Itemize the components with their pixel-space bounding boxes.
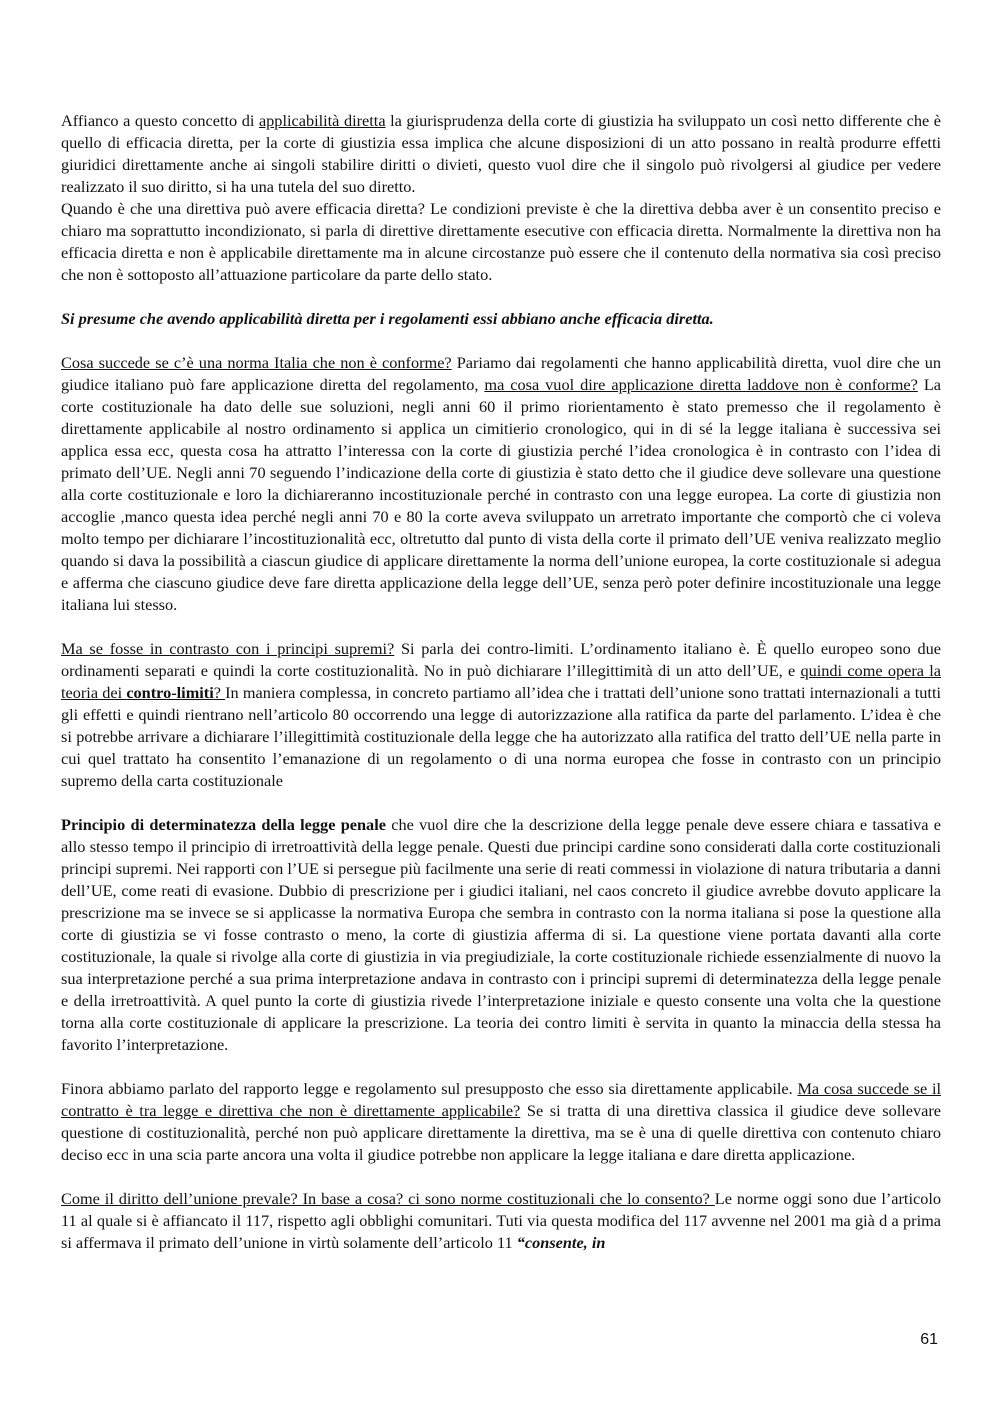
bold-statement: Si presume che avendo applicabilità diretta per i regolamenti essi abbiano anche efficacia diretta. (61, 309, 714, 328)
underlined-question: Ma se fosse in contrasto con i principi supremi? (61, 639, 395, 658)
bold-term: contro-limiti (126, 683, 214, 702)
paragraph-applicabilita-diretta (61, 110, 941, 198)
text: Si parla dei contro-limiti. L’ordinamento italiano è. È quello europeo sono due ordinamenti separati e quindi la corte costituzionalità. No in può dichiarare l’illegittimità di un atto dell’UE, e (61, 639, 941, 680)
underlined-term: applicabilità diretta (258, 111, 386, 130)
underlined-question: ? (213, 683, 226, 702)
page-number: 61 (920, 1331, 938, 1348)
text: la giurisprudenza della corte di giustizia ha sviluppato un così netto differente che è quello di efficacia diretta, per la corte di giustizia essa implica che alcune disposizioni di un atto possano in realtà produrre effetti giuridici direttamente anche ai singoli stabilire diritti o divieti, questo vuol dire che il singolo può rivolgersi al giudice per vedere realizzato il suo diritto, si ha una tutela del suo diretto. (61, 111, 942, 196)
underlined-question: Come il diritto dell’unione prevale? In base a cosa? ci sono norme costituzionali che lo consento? (61, 1189, 715, 1208)
text: Affianco a questo concetto di (61, 111, 259, 130)
paragraph-norma-non-conforme (61, 352, 941, 616)
paragraph-efficacia-diretta: Quando è che una direttiva può avere efficacia diretta? Le condizioni previste è che la direttiva debba aver è un consentito preciso e chiaro ma soprattutto incondizionato, si parla di direttive direttamente esecutive con efficacia diretta. Normalmente la direttiva non ha efficacia diretta e non è applicabile direttamente ma in alcune circostanze può essere che il contenuto della normativa sia così preciso che non è sottoposto all’attuazione particolare da parte dello stato. (61, 199, 941, 284)
paragraph-legge-direttiva (61, 1078, 941, 1166)
underlined-question: Ma cosa succede se il contratto è tra legge e direttiva che non è direttamente applicabile? (61, 1079, 941, 1120)
text: Pariamo dai regolamenti che hanno applicabilità diretta, vuol dire che un giudice italiano può fare applicazione diretta del regolamento, (61, 353, 941, 394)
text: Se si tratta di una direttiva classica il giudice deve sollevare questione di costituzionalità, perché non può applicare direttamente la direttiva, ma se è una di quelle direttiva con contenuto chiaro deciso ecc in una scia parte ancora una volta il giudice potrebbe non applicare la legge italiana e dare diretta applicazione. (61, 1101, 941, 1164)
text: In maniera complessa, in concreto partiamo all’idea che i trattati dell’unione sono trattati internazionali a tutti gli effetti e quindi rientrano nell’articolo 80 occorrendo una legge di autorizzazione alla ratifica da parte del parlamento. L’idea è che si potrebbe arrivare a dichiarare l’illegittimità costituzionale della legge che ha autorizzato alla ratifica del tratto dell’UE nella parte in cui quel trattato ha consentito l’emanazione di un regolamento o di una norma europea che fosse in contrasto con un principio supremo della carta costituzionale (61, 683, 942, 790)
text: Le norme oggi sono due l’articolo 11 al quale si è affiancato il 117, rispetto agli obblighi comunitari. Tuti via questa modifica del 117 avvenne nel 2001 ma già d a prima si affermava il primato dell’unione in virtù solamente dell’articolo 11 (61, 1189, 942, 1252)
document-body (61, 110, 941, 1254)
paragraph-primato-unione (61, 1188, 941, 1254)
underlined-question: quindi come opera la teoria dei (61, 661, 942, 702)
paragraph-contro-limiti (61, 638, 941, 792)
text: La corte costituzionale ha dato delle sue soluzioni, negli anni 60 il primo riorientamento è stato premesso che il regolamento è direttamente applicabile al nostro ordinamento si applica un cimitierio cronologico, qui in di sé la legge italiana è successiva sei applica essa ecc, questa cosa ha attratto l’interessa con la corte di giustizia perché l’idea cronologica è in contrasto con l’idea di primato dell’UE. Negli anni 70 seguendo l’indicazione della corte di giustizia è stato detto che il giudice deve sollevare una questione alla corte costituzionale e loro la dichiareranno incostituzionale perché in contrasto con una legge europea. La corte di giustizia non accoglie ,manco questa idea perché negli anni 70 e 80 la corte aveva sviluppato un arretrato importante che comportò che ci voleva molto tempo per dichiarare l’incostituzionalità ecc, oltretutto dal punto di vista della corte il primato dell’UE veniva realizzato meglio quando si dava la possibilità a ciascun giudice di applicare direttamente la norma dell’unione europea, la corte costituzionale si adegua e afferma che ciascuno giudice deve fare diretta applicazione della legge dell’UE, senza però poter definire incostituzionale una legge italiana lui stesso. (61, 375, 941, 614)
underlined-question: ma cosa vuol dire applicazione diretta laddove non è conforme? (484, 375, 918, 394)
text: che vuol dire che la descrizione della legge penale deve essere chiara e tassativa e allo stesso tempo il principio di irretroattività della legge penale. Questi due principi cardine sono considerati dalla corte costituzionali principi supremi. Nei rapporti con l’UE si persegue più facilmente una serie di reati commessi in violazione di natura tributaria a danni dell’UE, come reati di evasione. Dubbio di prescrizione per i giudici italiani, nel caos concreto il giudice avrebbe dovuto applicare la prescrizione ma se invece se si applicasse la normativa Europa che sembra in contrasto con la norma italiana si pose la questione alla corte di giustizia se vi fosse contrasto o meno, la corte di giustizia afferma di si. La questione viene portata davanti alla corte costituzionale, la quale si rivolge alla corte di giustizia in via pregiudiziale, la corte costituzionale richiede essenzialmente di nuovo la sua interpretazione perché a sua prima interpretazione andava in contrasto con i principi supremi di determinatezza della legge penale e della irretroattività. A quel punto la corte di giustizia rivede l’interpretazione iniziale e questo consente una volta che la questione torna alla corte costituzionale di applicare la prescrizione. La teoria dei contro limiti è servita in quanto la minaccia della stessa ha favorito l’interpretazione. (61, 815, 941, 1054)
paragraph-principio-determinatezza (61, 814, 941, 1056)
underlined-question: Cosa succede se c’è una norma Italia che non è conforme? (61, 353, 452, 372)
text: Finora abbiamo parlato del rapporto legge e regolamento sul presupposto che esso sia direttamente applicabile. (61, 1079, 798, 1098)
bold-heading: Principio di determinatezza della legge penale (61, 815, 386, 834)
bold-italic-quote: “consente, in (516, 1233, 606, 1252)
